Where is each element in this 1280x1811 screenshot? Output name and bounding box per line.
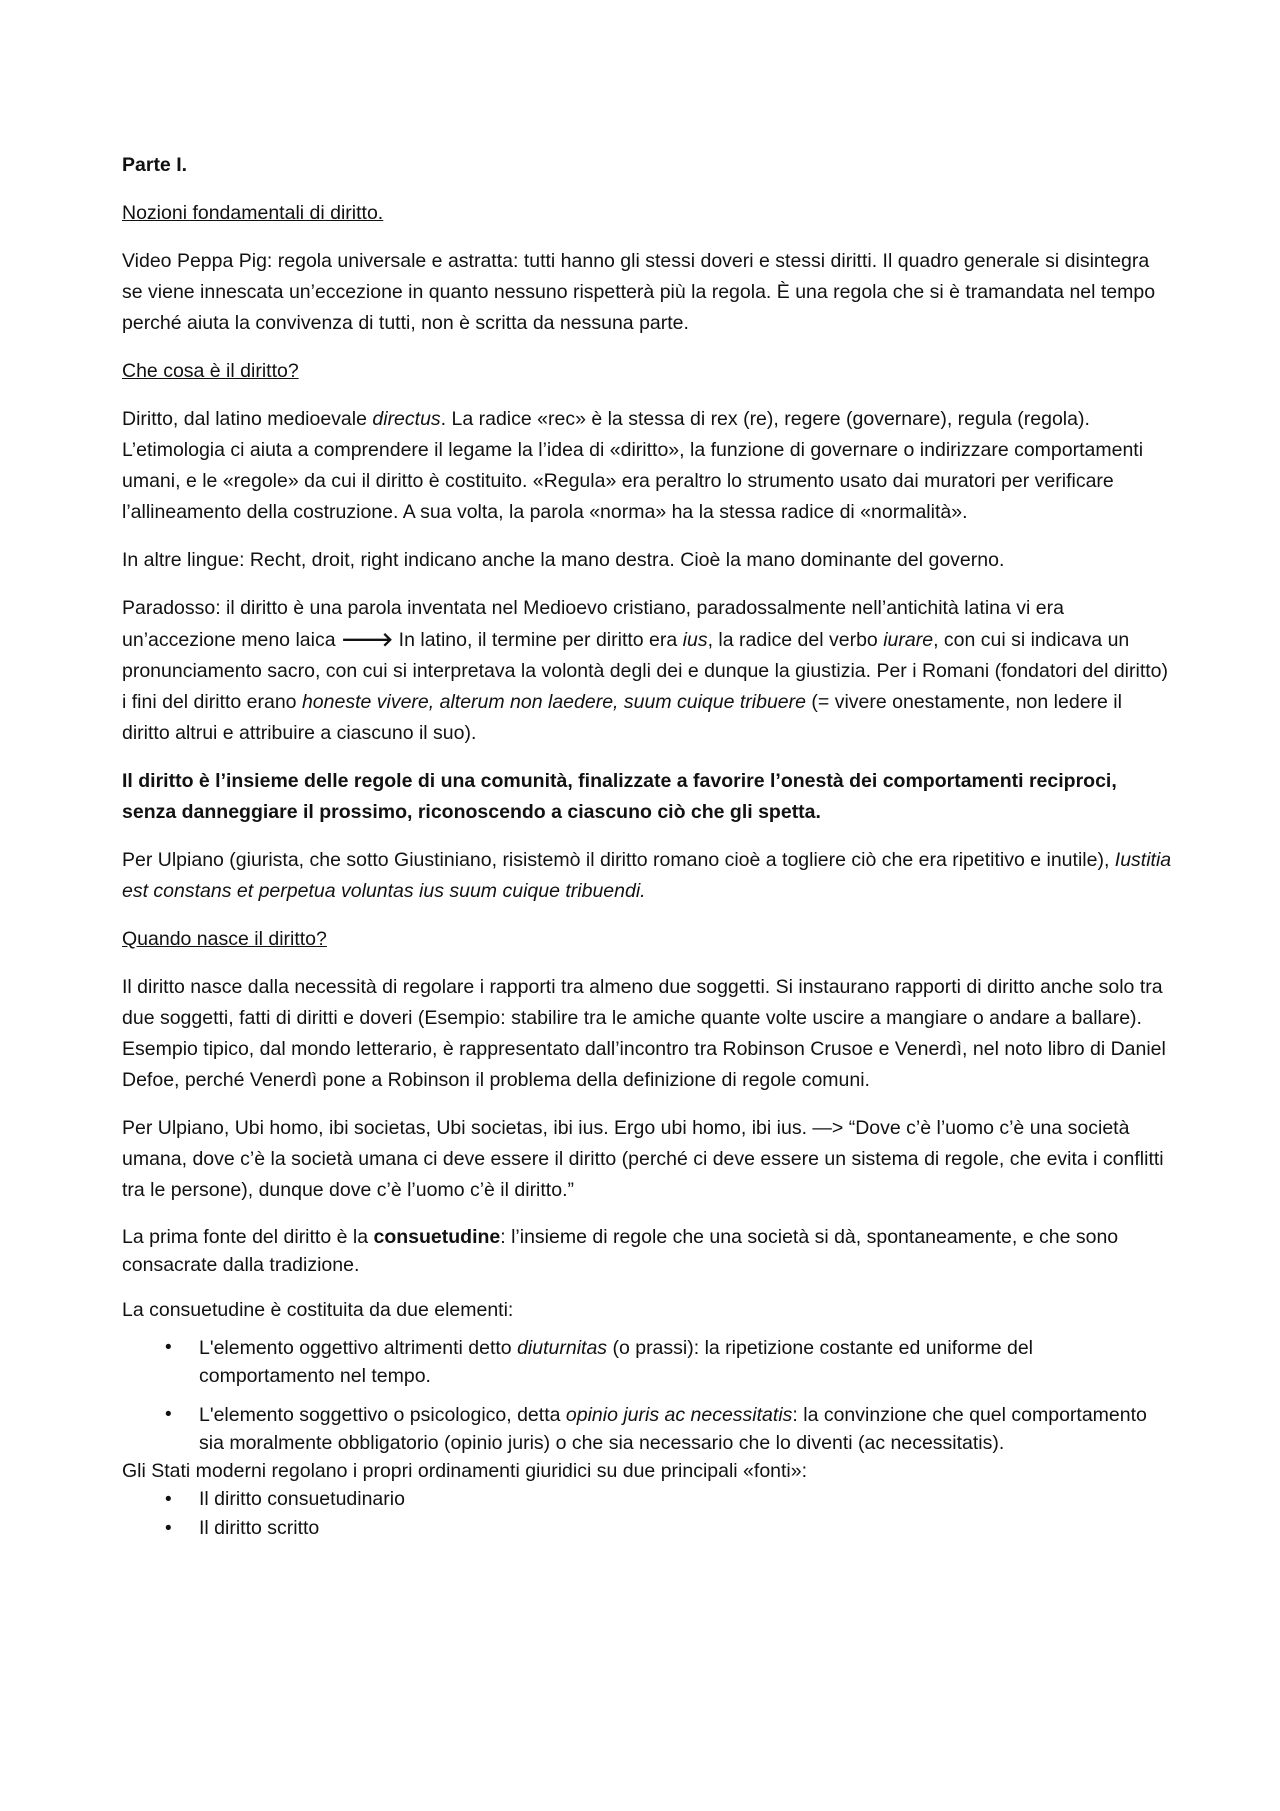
paragraph-prima-fonte [122,1223,1172,1279]
section-title-nozioni [122,198,1172,229]
list-item [122,1514,1172,1543]
paragraph-stati-moderni: Gli Stati moderni regolano i propri ordinamenti giuridici su due principali «fonti»: [122,1460,808,1482]
paragraph-ulpiano-iustitia [122,845,1172,907]
list-elementi [122,1334,1172,1457]
paragraph-etimologia [122,404,1172,528]
bullet-icon: • [165,1404,172,1425]
paragraph-altre-lingue: In altre lingue: Recht, droit, right indicano anche la mano destra. Cioè la mano dominante del governo. [122,549,1005,571]
text-run: La prima fonte del diritto è la [122,1226,374,1248]
section-title-nozioni-text: Nozioni fondamentali di diritto. [122,202,384,224]
section-title-che-cosa [122,356,1172,387]
list-item [122,1401,1172,1457]
text-run: Paradosso: il diritto è una parola inventata nel Medioevo cristiano, paradossalmente nell’antichità latina vi era un’accezione meno laica [122,597,1064,651]
text-run: Per Ulpiano (giurista, che sotto Giustiniano, risistemò il diritto romano cioè a togliere ciò che era ripetitivo e inutile), [122,849,1115,871]
italic-run: ius [682,629,708,651]
italic-run: iurare [883,629,934,651]
list-item [122,1334,1172,1390]
text-run: Diritto, dal latino medioevale [122,408,373,430]
list-fonti [122,1485,1172,1543]
text-run: (= vivere onestamente, non ledere il diritto altrui e attribuire a ciascuno il suo). [122,691,1122,744]
arrow-right-icon: 🡒 [340,628,394,651]
bullet-icon: • [165,1489,172,1510]
italic-run: diuturnitas [517,1337,608,1359]
bullet-icon: • [165,1518,172,1539]
text-run: In latino, il termine per diritto era [393,629,683,651]
paragraph-nasce: Il diritto nasce dalla necessità di regolare i rapporti tra almeno due soggetti. Si instaurano rapporti di diritto anche solo tra due soggetti, fatti di diritti e doveri (Esempio: stabilire tra le amiche quante volte uscire a mangiare o andare a ballare). Esempio tipico, dal mondo letterario, è rappresentato dall’incontro tra Robinson Crusoe e Venerdì, nel noto libro di Daniel Defoe, perché Venerdì pone a Robinson il problema della definizione di regole comuni. [122,976,1166,1091]
paragraph-definizione: Il diritto è l’insieme delle regole di una comunità, finalizzate a favorire l’onestà dei comportamenti reciproci, senza danneggiare il prossimo, riconoscendo a ciascuno ciò che gli spetta. [122,770,1117,823]
italic-run: directus [372,408,441,430]
paragraph-elementi: La consuetudine è costituita da due elementi: [122,1299,514,1321]
text-run: (o prassi): la ripetizione costante ed uniforme del comportamento nel tempo. [199,1337,1034,1387]
section-title-quando-text: Quando nasce il diritto? [122,928,327,950]
part-heading: Parte I. [122,154,188,176]
text-run: : la convinzione che quel comportamento sia moralmente obbligatorio (opinio juris) o che sia necessario che lo diventi (ac necessitatis). [199,1404,1147,1454]
section-title-che-cosa-text: Che cosa è il diritto? [122,360,299,382]
bullet-icon: • [165,1337,172,1358]
text-run: , la radice del verbo [707,629,884,651]
section-title-quando [122,924,1172,955]
paragraph-peppa-pig: Video Peppa Pig: regola universale e astratta: tutti hanno gli stessi doveri e stessi diritti. Il quadro generale si disintegra se viene innescata un’eccezione in quanto nessuno rispetterà più la regola. È una regola che si è tramandata nel tempo perché aiuta la convivenza di tutti, non è scritta da nessuna parte. [122,250,1156,334]
text-run: L'elemento soggettivo o psicologico, detta [199,1404,566,1426]
paragraph-paradosso [122,593,1172,749]
list-item-text: Il diritto consuetudinario [199,1488,405,1510]
text-run: : l’insieme di regole che una società si dà, spontaneamente, e che sono consacrate dalla tradizione. [122,1226,1119,1276]
italic-run: opinio juris ac necessitatis [565,1404,793,1426]
list-item [122,1485,1172,1514]
document-page [122,150,1172,1543]
text-run: L'elemento oggettivo altrimenti detto [199,1337,518,1359]
italic-run: Iustitia est constans et perpetua voluntas ius suum cuique tribuendi. [122,849,1172,902]
italic-run: honeste vivere, alterum non laedere, suum cuique tribuere [301,691,806,713]
list-item-text: Il diritto scritto [199,1517,320,1539]
paragraph-ulpiano-ubi-homo: Per Ulpiano, Ubi homo, ibi societas, Ubi societas, ibi ius. Ergo ubi homo, ibi ius. —> “Dove c’è l’uomo c’è una società umana, dove c’è la società umana ci deve essere il diritto (perché ci deve essere un sistema di regole, che evita i conflitti tra le persone), dunque dove c’è l’uomo c’è il diritto.” [122,1117,1164,1201]
text-run: . La radice «rec» è la stessa di rex (re), regere (governare), regula (regola). L’etimologia ci aiuta a comprendere il legame la l’idea di «diritto», la funzione di governare o indirizzare comportamenti umani, e le «regole» da cui il diritto è costituito. «Regula» era peraltro lo strumento usato dai muratori per verificare l’allineamento della costruzione. A sua volta, la parola «norma» ha la stessa radice di «normalità». [122,408,1144,523]
text-run: , con cui si indicava un pronunciamento sacro, con cui si interpretava la volontà degli dei e dunque la giustizia. Per i Romani (fondatori del diritto) i fini del diritto erano [122,629,1168,713]
bold-run: consuetudine [373,1226,501,1248]
